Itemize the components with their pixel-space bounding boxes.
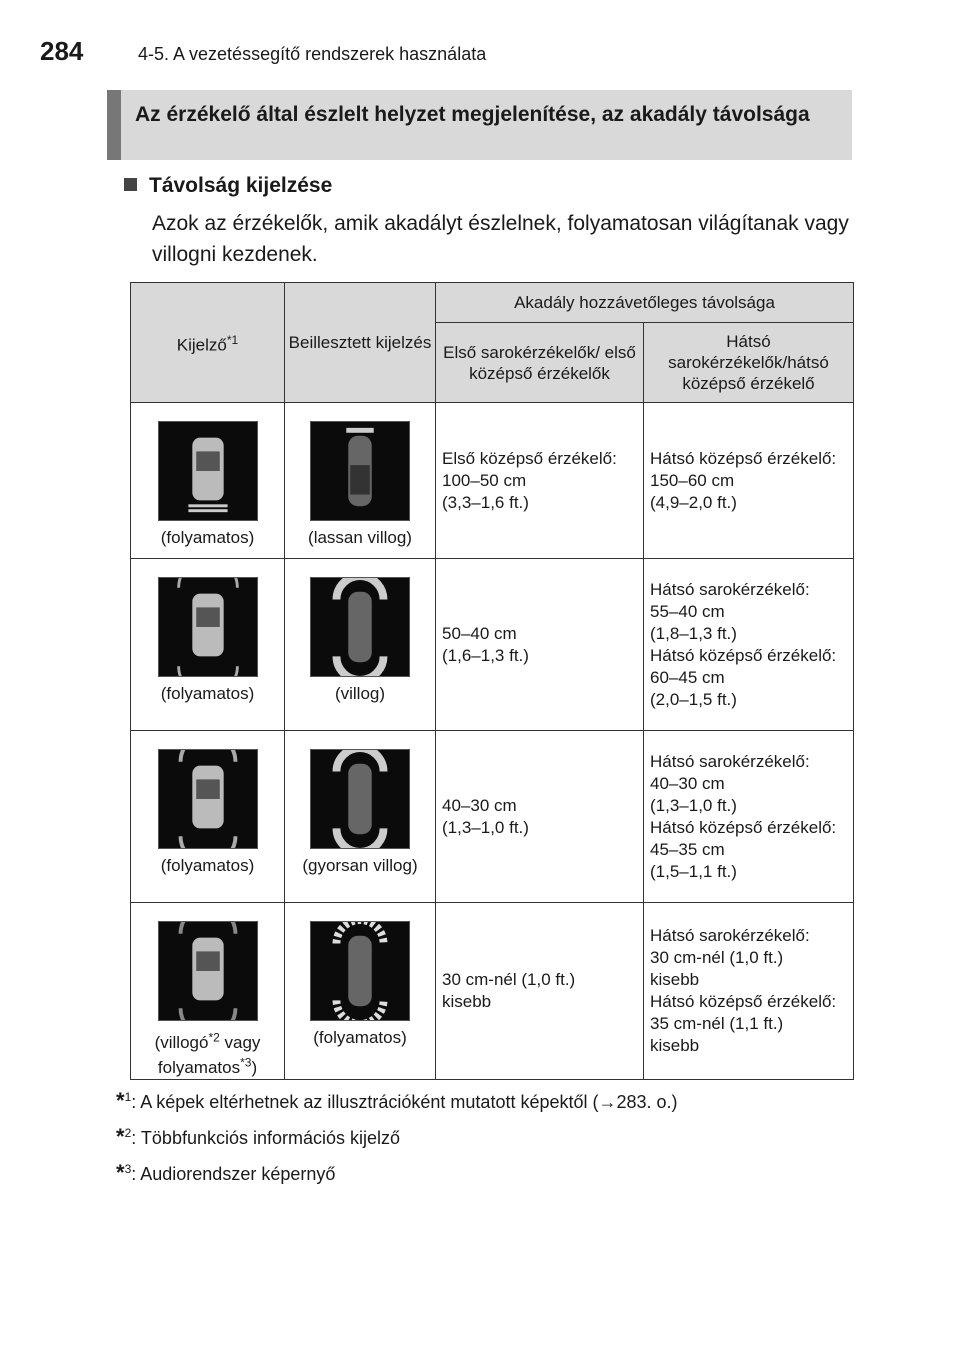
display-cell — [131, 559, 285, 731]
inset-caption: (folyamatos) — [313, 1028, 407, 1047]
distance-table — [130, 282, 854, 1080]
header-elso: Első sarokérzékelők/ első középső érzékelők — [436, 323, 644, 403]
rear-distance: Hátsó középső érzékelő: 150–60 cm (4,9–2,0 ft.) — [644, 403, 854, 559]
car-top-view-icon — [158, 921, 258, 1021]
table-row — [131, 559, 854, 731]
car-sensor-icon — [310, 421, 410, 521]
car-top-view-icon — [158, 749, 258, 849]
table-row — [131, 903, 854, 1080]
page-number: 284 — [40, 36, 84, 66]
display-cell — [131, 403, 285, 559]
inset-cell — [285, 903, 436, 1080]
car-top-view-icon — [158, 577, 258, 677]
front-distance: 30 cm-nél (1,0 ft.) kisebb — [436, 903, 644, 1080]
rear-distance: Hátsó sarokérzékelő: 40–30 cm (1,3–1,0 ft.) Hátsó középső érzékelő: 45–35 cm (1,5–1,1 ft.) — [644, 731, 854, 903]
inset-caption: (gyorsan villog) — [302, 856, 418, 875]
header-hatso: Hátsó sarokérzékelők/hátsó középső érzékelő — [644, 323, 854, 403]
header-akadaly: Akadály hozzávetőleges távolsága — [436, 283, 854, 323]
header-beillesztett: Beillesztett kijelzés — [285, 283, 436, 403]
subheading-text: Távolság kijelzése — [149, 174, 333, 197]
footnote-3: *$^3$: Audiorendszer képernyő — [116, 1160, 336, 1185]
inset-cell — [285, 731, 436, 903]
footnote-2: *$^2$: Többfunkciós információs kijelző — [116, 1124, 401, 1149]
subheading — [124, 174, 332, 198]
footnote-1: *$^1$: A képek eltérhetnek az illusztrációként mutatott képektől (→283. o.) — [116, 1088, 678, 1113]
rear-distance: Hátsó sarokérzékelő: 30 cm-nél (1,0 ft.) kisebb Hátsó középső érzékelő: 35 cm-nél (1,1 ft.) kisebb — [644, 903, 854, 1080]
inset-cell — [285, 403, 436, 559]
display-cell — [131, 903, 285, 1080]
chapter-title: 4-5. A vezetéssegítő rendszerek használata — [138, 44, 487, 64]
display-caption: (folyamatos) — [160, 856, 255, 875]
front-distance: 40–30 cm (1,3–1,0 ft.) — [436, 731, 644, 903]
car-top-view-icon — [158, 421, 258, 521]
display-caption: (folyamatos) — [160, 684, 255, 703]
inset-caption: (villog) — [334, 684, 386, 703]
display-caption: (villogó$^{*2}$ vagy folyamatos$^{*3}$) — [154, 1030, 261, 1078]
section-title: Az érzékelő által észlelt helyzet megjelenítése, az akadály távolsága — [135, 103, 810, 126]
front-distance: 50–40 cm (1,6–1,3 ft.) — [436, 559, 644, 731]
section-title-box — [107, 90, 852, 160]
inset-caption: (lassan villog) — [308, 528, 412, 547]
car-sensor-icon — [310, 921, 410, 1021]
car-sensor-icon — [310, 577, 410, 677]
rear-distance: Hátsó sarokérzékelő: 55–40 cm (1,8–1,3 ft.) Hátsó középső érzékelő: 60–45 cm (2,0–1,5 ft.) — [644, 559, 854, 731]
inset-cell — [285, 559, 436, 731]
front-distance: Első középső érzékelő: 100–50 cm (3,3–1,6 ft.) — [436, 403, 644, 559]
car-sensor-icon — [310, 749, 410, 849]
intro-paragraph: Azok az érzékelők, amik akadályt észlelnek, folyamatosan világítanak vagy villogni kezdenek. — [152, 212, 849, 266]
table-row — [131, 403, 854, 559]
square-bullet-icon — [124, 178, 137, 191]
header-kijelzo: Kijelző$^{*1}$ — [131, 283, 285, 403]
display-caption: (folyamatos) — [160, 528, 255, 547]
display-cell — [131, 731, 285, 903]
table-row — [131, 731, 854, 903]
